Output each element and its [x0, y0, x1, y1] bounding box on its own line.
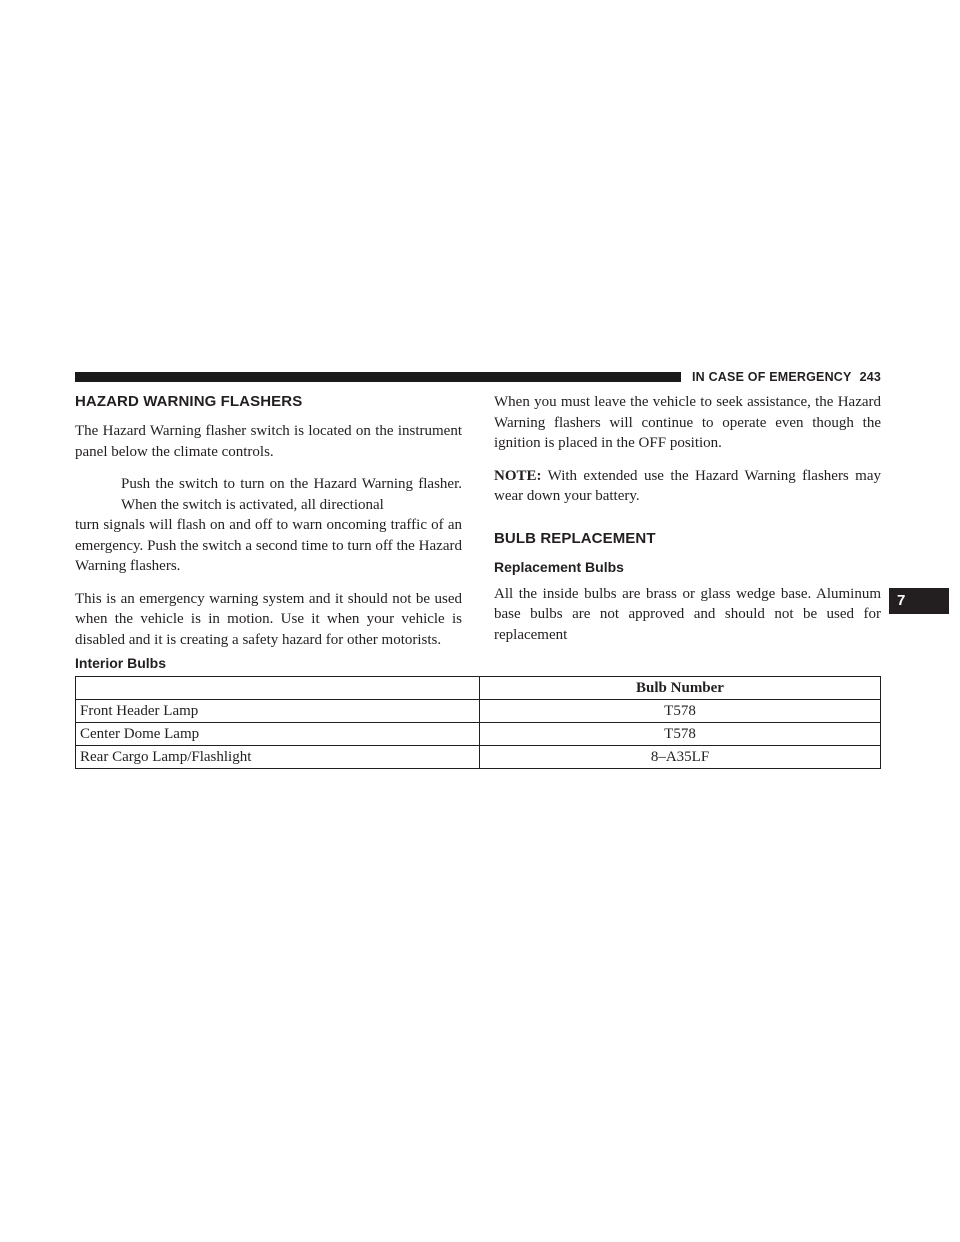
table-title: Interior Bulbs: [75, 655, 167, 671]
chapter-tab: 7: [889, 588, 949, 614]
table-header-cell: Bulb Number: [480, 677, 881, 700]
replacement-bulbs-subheading: Replacement Bulbs: [494, 558, 624, 575]
note-paragraph: [494, 466, 881, 507]
note-label: NOTE:: [494, 467, 542, 484]
table-header-cell: [76, 677, 480, 700]
hazard-usage-paragraph: This is an emergency warning system and it should not be used when the vehicle is in motion. Use it when your vehicle is disabled and it is creating a safety hazard for other motorists.: [75, 590, 462, 648]
hazard-operation-paragraph: [75, 474, 462, 577]
note-text: With extended use the Hazard Warning flashers may wear down your battery.: [494, 467, 881, 504]
hazard-operation-rest: turn signals will flash on and off to warn oncoming traffic of an emergency. Push the switch a second time to turn off the Hazard Warning flashers.: [75, 517, 462, 574]
hazard-location-paragraph: The Hazard Warning flasher switch is located on the instrument panel below the climate controls.: [75, 423, 462, 460]
interior-bulbs-table: [75, 676, 881, 769]
table-cell-lamp: Rear Cargo Lamp/Flashlight: [76, 746, 480, 769]
bulb-heading: BULB REPLACEMENT: [494, 529, 656, 547]
table-row: [76, 746, 881, 769]
header-rule: [75, 372, 681, 382]
bulb-base-paragraph: All the inside bulbs are brass or glass wedge base. Aluminum base bulbs are not approved and should not be used for replacement: [494, 585, 881, 643]
left-column: [75, 392, 462, 662]
table-row: [76, 700, 881, 723]
hazard-ignition-paragraph: When you must leave the vehicle to seek assistance, the Hazard Warning flashers will continue to operate even though the ignition is placed in the OFF position.: [494, 394, 881, 451]
table-header-row: [76, 677, 881, 700]
table-row: [76, 723, 881, 746]
table-cell-bulb: 8–A35LF: [480, 746, 881, 769]
hazard-operation-first: Push the switch to turn on the Hazard Warning flasher. When the switch is activated, all directional: [121, 476, 462, 513]
running-header: [692, 369, 882, 385]
table-cell-lamp: Front Header Lamp: [76, 700, 480, 723]
table-cell-bulb: T578: [480, 723, 881, 746]
table-cell-bulb: T578: [480, 700, 881, 723]
right-column: [494, 392, 881, 657]
section-title: IN CASE OF EMERGENCY: [692, 370, 852, 384]
table-cell-lamp: Center Dome Lamp: [76, 723, 480, 746]
page-number: 243: [859, 370, 882, 384]
hazard-heading: HAZARD WARNING FLASHERS: [75, 393, 303, 410]
